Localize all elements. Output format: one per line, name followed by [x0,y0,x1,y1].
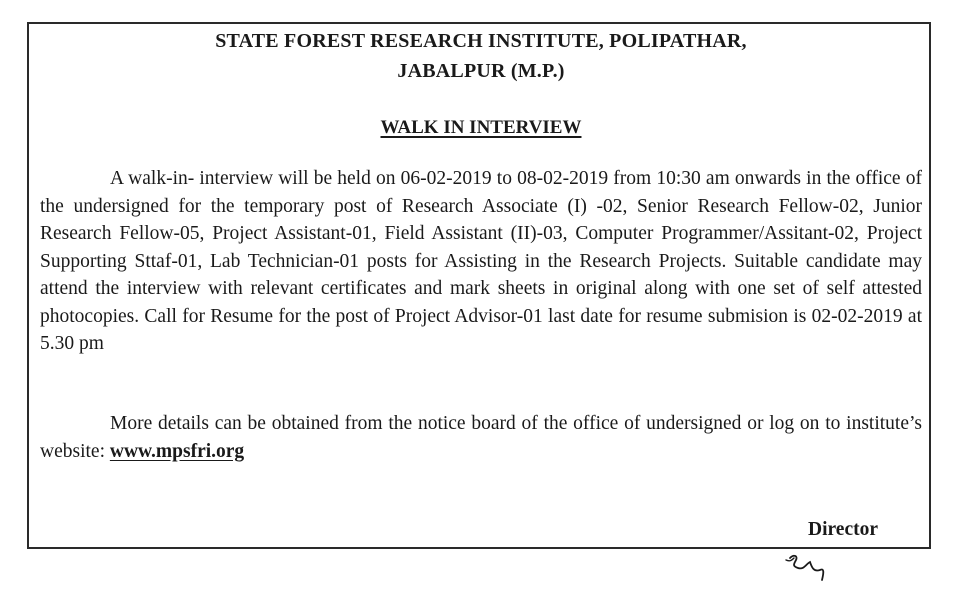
institute-name: STATE FOREST RESEARCH INSTITUTE, POLIPATHAR, [215,30,747,52]
institute-location: JABALPUR (M.P.) [397,60,565,82]
interview-paragraph [40,165,922,358]
details-paragraph [40,410,922,465]
details-paragraph-text: More details can be obtained from the notice board of the office of undersigned or log on to institute’s website: [40,413,922,462]
signature-mark [784,546,834,586]
website-link[interactable]: www.mpsfri.org [109,440,245,462]
notice-heading-text: WALK IN INTERVIEW [380,117,582,138]
signatory-title: Director [808,519,879,540]
notice-heading [0,117,962,139]
interview-paragraph-text: A walk-in- interview will be held on 06-02-2019 to 08-02-2019 from 10:30 am onwards in the office of the undersigned for the temporary post of Research Associate (I) -02, Senior Research Fellow-02, Junior Research Fellow-05, Project Assistant-01, Field Assistant (II)-03, Computer Programmer/Assitant-02, Project Supporting Sttaf-01, Lab Technician-01 posts for Assisting in the Research Projects. Suitable candidate may attend the interview with relevant certificates and mark sheets in original along with one set of self attested photocopies. Call for Resume for the post of Project Advisor-01 last date for resume submision is 02-02-2019 at 5.30 pm [40,168,922,354]
